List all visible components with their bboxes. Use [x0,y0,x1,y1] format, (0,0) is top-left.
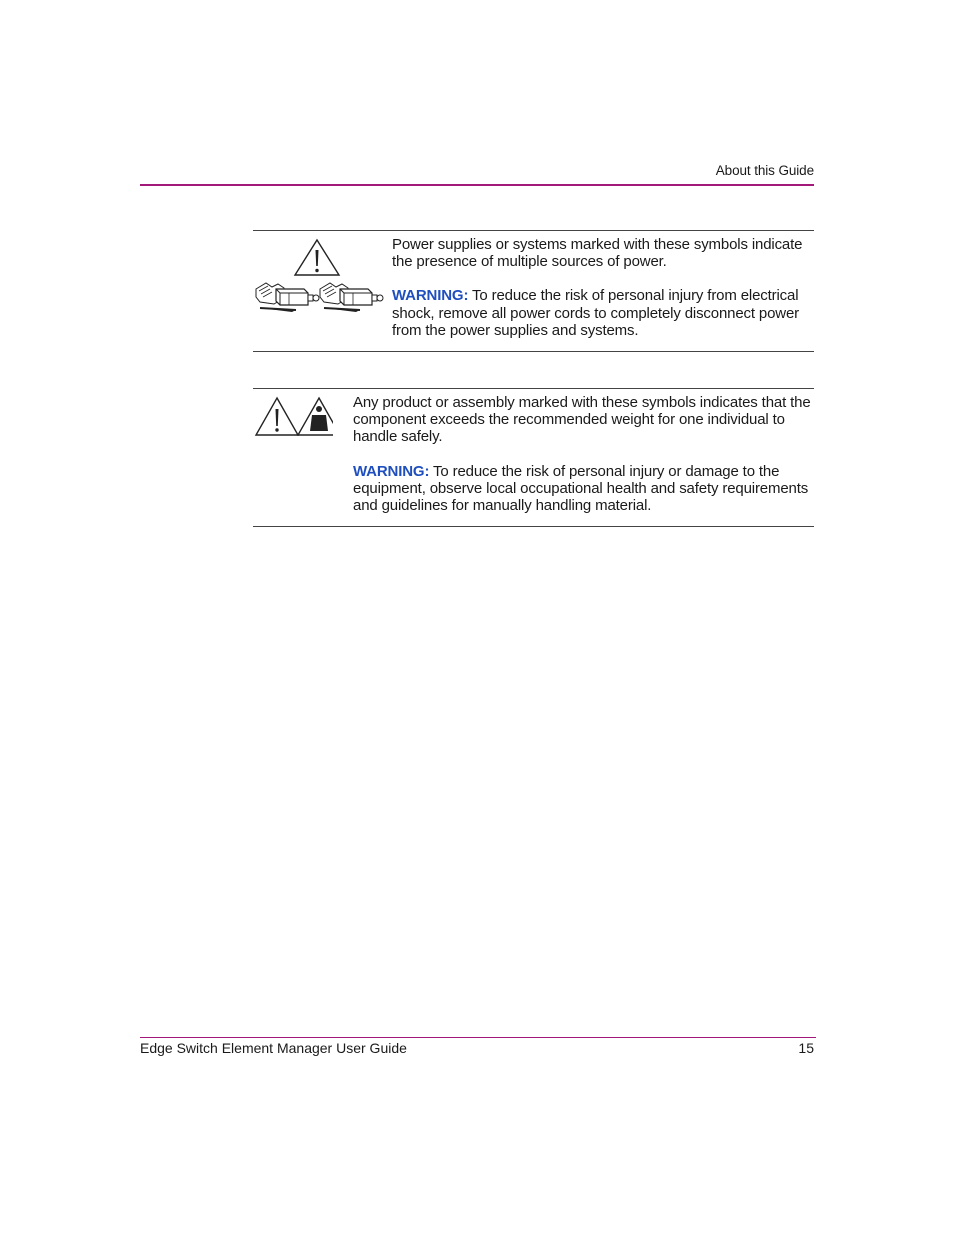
page-number: 15 [798,1040,814,1056]
footer-title: Edge Switch Element Manager User Guide [140,1040,407,1056]
warning-label: WARNING: [392,287,469,305]
header-rule [140,184,814,186]
power-supply-icon [320,283,383,312]
symbol-description: Power supplies or systems marked with these symbols indicate the presence of multiple sources of power. [392,236,803,271]
power-symbols-icon-group [253,231,388,351]
warning-paragraph [392,287,812,339]
warning-triangle-icon [295,240,339,275]
symbol-text-weight [353,394,811,514]
warning-paragraph [353,463,811,515]
symbol-block-power [253,230,814,352]
warning-triangle-icon [256,398,298,435]
footer-rule [140,1037,816,1038]
warning-text: To reduce the risk of personal injury from electrical shock, remove all power cords to completely disconnect power from the power supplies and systems. [392,287,800,339]
warning-label: WARNING: [353,462,430,480]
running-head: About this Guide [715,163,814,178]
heavy-weight-icon [298,398,333,435]
symbol-text-power [392,236,812,339]
power-supply-icon [256,283,319,312]
symbol-block-weight [253,388,814,527]
warning-text: To reduce the risk of personal injury or damage to the equipment, observe local occupational health and safety requirements and guidelines for manually handling material. [353,462,809,515]
weight-symbols-icon-group [253,389,333,439]
symbol-description: Any product or assembly marked with these symbols indicates that the component exceeds the recommended weight for one individual to handle safely. [353,394,811,446]
